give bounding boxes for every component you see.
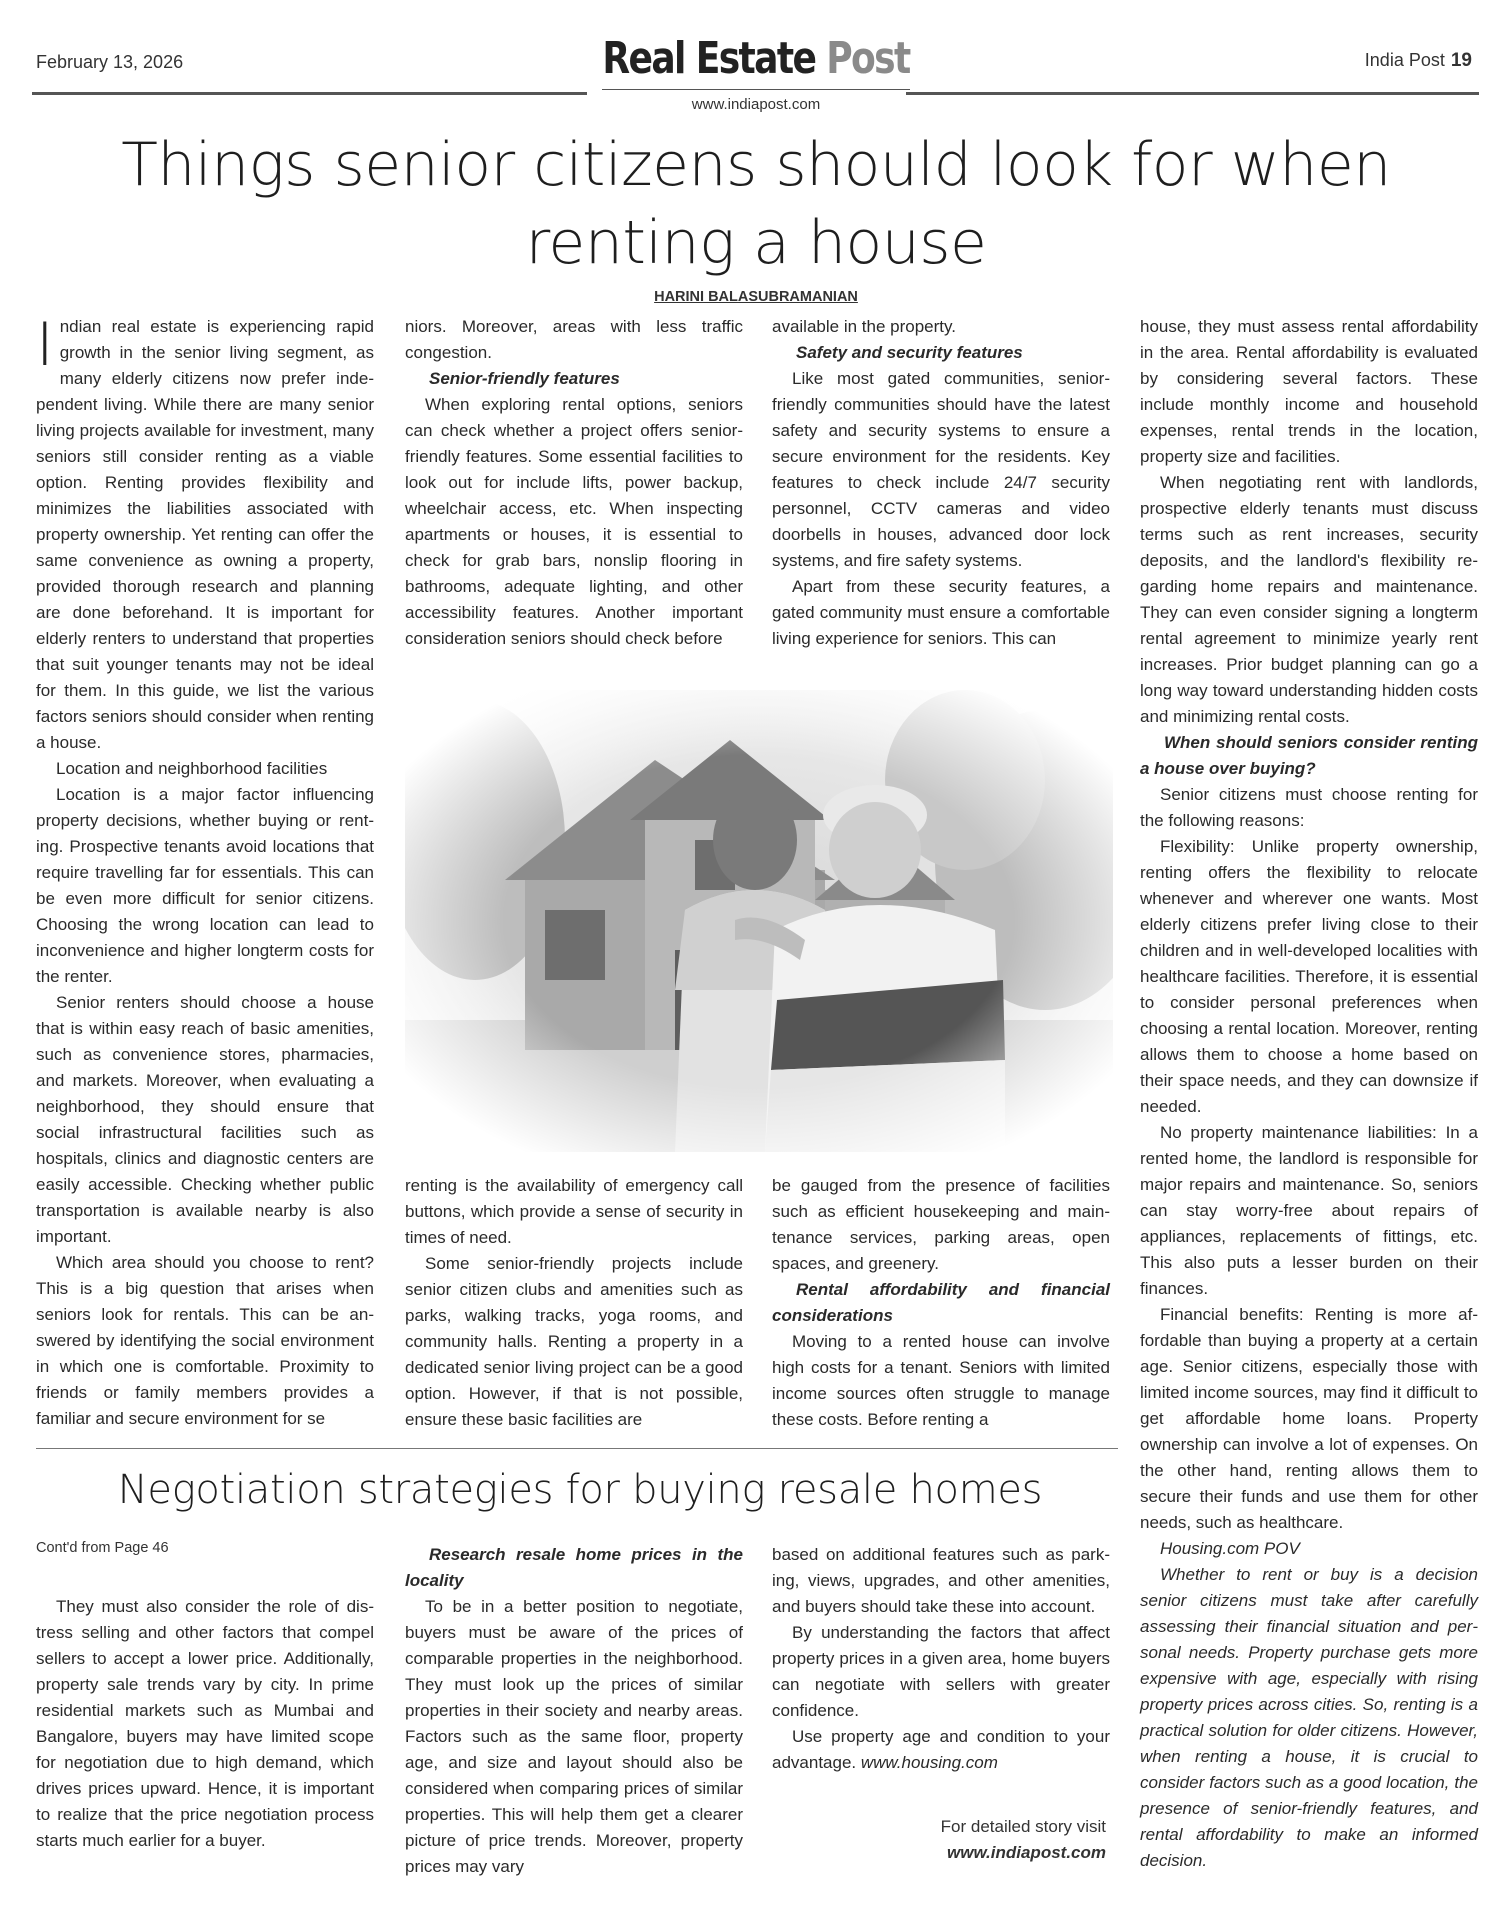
- article-column-1: [36, 310, 374, 1432]
- paragraph: be gauged from the presence of facilities such as efficient housekeeping and maintenance services, parking areas, open spaces, and greenery.: [772, 1176, 1110, 1273]
- dropcap: I: [36, 310, 54, 380]
- paragraph: renting is the availability of emergency call buttons, which provide a sense of security in times of need.: [405, 1176, 743, 1247]
- paragraph: When negotiating rent with landlords, prospective elderly tenants must discuss terms such as rent increases, security deposits, and the landlord's flexibility regarding home repairs and maintenance. They can even consider signing a longterm rental agreement to minimize yearly rent increases. Prior budget planning can go a long way toward understanding hidden costs and minimizing rental costs.: [1140, 473, 1478, 726]
- paragraph-text: Use property age and condition to your advantage.: [772, 1727, 1110, 1772]
- article2-column-2: [405, 1542, 743, 1880]
- section-divider: [36, 1448, 1118, 1449]
- paragraph: Whether to rent or buy is a decision senior citizens must take after carefully assessing their financial situation and personal needs. Property purchase gets more expensive with age, especially with rising property prices across cities. So, renting is a practical solution for older citizens. However, when renting a house, it is crucial to consider factors such as a good location, the presence of senior-friendly features, and rental affordability to make an informed decision.: [1140, 1565, 1478, 1870]
- paragraph: Flexibility: Unlike property ownership, renting offers the flexibility to relocate whenever and wherever one wants. Most elderly citizens prefer living close to their children and in well-developed localities with healthcare facilities. Therefore, it is essential to consider personal preferences when choosing a rental location. Moreover, renting allows them to choose a home based on their space needs, and they can downsize if needed.: [1140, 837, 1478, 1116]
- paragraph: house, they must assess rental affordability in the area. Rental affordability is evaluated by considering several factors. These include monthly income and household expenses, rental trends in the location, property size and facilities.: [1140, 317, 1478, 466]
- paragraph: They must also consider the role of distress selling and other factors that compel sellers to accept a lower price. Additionally, property sale trends vary by city. In prime residential markets such as Mumbai and Bangalore, buyers may have limited scope for negotiation due to high demand, which drives prices upward. Hence, it is important to realize that the price negotiation process starts much earlier for a buyer.: [36, 1597, 374, 1850]
- subheading: Safety and security features: [796, 343, 1023, 362]
- paragraph: Apart from these security features, a gated community must ensure a comfortable living experience for seniors. This can: [772, 577, 1110, 648]
- article2-column-1: [36, 1594, 374, 1854]
- article-column-4: [1140, 314, 1478, 1874]
- subheading: Research resale home prices in the locality: [405, 1545, 743, 1590]
- source-link[interactable]: www.housing.com: [860, 1753, 998, 1772]
- paragraph: When exploring rental options, seniors can check whether a project offers seniorfriendly features. Some essential facilities to look out for include lifts, power backup, wheelchair access, etc. When inspecting apartments or houses, it is essential to check for grab bars, nonslip flooring in bathrooms, adequate lighting, and other accessibility features. Another important consideration seniors should check before: [405, 395, 743, 648]
- article-column-3-top: [772, 314, 1110, 652]
- paragraph: based on additional features such as parking, views, upgrades, and other amenities, and buyers should take these into account.: [772, 1545, 1110, 1616]
- page-number: 19: [1450, 50, 1472, 71]
- masthead-underline: [602, 89, 910, 90]
- more-info: [772, 1814, 1106, 1866]
- masthead-main: Real Estate: [602, 33, 816, 84]
- more-text: For detailed story visit: [940, 1817, 1106, 1836]
- article-column-3-bottom: [772, 1173, 1110, 1433]
- paragraph: Like most gated communities, seniorfriendly communities should have the latest safety and security systems to ensure a secure environment for the residents. Key features to check include 24/7 security personnel, CCTV cameras and video doorbells in houses, advanced door lock systems, and fire safety systems.: [772, 369, 1110, 570]
- article-headline: Things senior citizens should look for when renting a house: [121, 130, 1391, 278]
- paragraph: niors. Moreover, areas with less traffic congestion.: [405, 317, 743, 362]
- paragraph: Location is a major factor influencing property decisions, whether buying or renting. Prospective tenants avoid locations that require travelling far for essentials. This can be even more difficult for senior citizens. Choosing the wrong location can lead to inconvenience and higher longterm costs for the renter.: [36, 785, 374, 986]
- masthead: [595, 30, 916, 88]
- subheading: When should seniors consider renting a house over buying?: [1140, 733, 1478, 778]
- subheading: Rental affordability and financial considerations: [772, 1280, 1110, 1325]
- photo-illustration: [405, 690, 1113, 1152]
- paragraph: Location and neighborhood facilities: [56, 759, 328, 778]
- header-rule-left: [32, 92, 587, 95]
- paragraph: Some senior-friendly projects include senior citizen clubs and amenities such as parks, walking tracks, yoga rooms, and community halls. Renting a property in a dedicated senior living project can be a good option. However, if that is not possible, ensure these basic facilities are: [405, 1254, 743, 1429]
- paragraph: Moving to a rented house can involve high costs for a tenant. Seniors with limited income sources often struggle to manage these costs. Before renting a: [772, 1332, 1110, 1429]
- masthead-accent: Post: [826, 33, 910, 84]
- paragraph: ndian real estate is experiencing rapid growth in the senior living segment, as many elderly citizens now prefer independent living. While there are many senior living projects available for investment, many seniors still consider renting as a viable option. Renting provides flexibility and minimizes the liabilities associated with property ownership. Yet renting can offer the same convenience as owning a property, provided thorough research and planning are done beforehand. It is important for elderly renters to understand that properties that suit younger tenants may not be ideal for them. In this guide, we list the various factors seniors should consider when renting a house.: [36, 317, 374, 752]
- paragraph: Which area should you choose to rent? This is a big question that arises when seniors look for rentals. This can be answered by identifying the social environment in which one is comfortable. Proximity to friends or family members provides a familiar and secure environment for se: [36, 1253, 374, 1428]
- article2-column-3: [772, 1542, 1110, 1776]
- paragraph: To be in a better position to negotiate, buyers must be aware of the prices of comparable properties in the neighborhood. They must look up the prices of similar properties in their society and nearby areas. Factors such as the same floor, property age, and size and layout should also be considered when comparing prices of similar properties. This will help them get a clearer picture of price trends. Moreover, property prices may vary: [405, 1597, 743, 1876]
- article-column-2-bottom: [405, 1173, 743, 1433]
- publication-name: India Post: [1364, 50, 1445, 70]
- paragraph: Senior citizens must choose renting for the following reasons:: [1140, 785, 1478, 830]
- article-column-2-top: [405, 314, 743, 652]
- subheading: Housing.com POV: [1160, 1539, 1300, 1558]
- paragraph: By understanding the factors that affect property prices in a given area, home buyers can negotiate with sellers with greater confidence.: [772, 1623, 1110, 1720]
- paragraph: Senior renters should choose a house that is within easy reach of basic amenities, such as convenience stores, pharmacies, and markets. Moreover, when evaluating a neighborhood, they should ensure that social infrastructural facilities such as hospitals, clinics and diagnostic centers are easily accessible. Checking whether public transportation is available nearby is also important.: [36, 993, 374, 1246]
- issue-date: February 13, 2026: [36, 52, 184, 72]
- article-photo: [405, 690, 1113, 1152]
- header-rule-right: [906, 92, 1479, 95]
- paragraph: available in the property.: [772, 317, 956, 336]
- paragraph: Financial benefits: Renting is more affordable than buying a property at a certain age. Senior citizens, especially those with limited income sources, may find it difficult to get affordable home loans. Property ownership can involve a lot of expenses. On the other hand, renting allows them to secure their funds and use them for other needs, such as healthcare.: [1140, 1305, 1478, 1532]
- paragraph: [772, 1724, 1110, 1776]
- website-link[interactable]: www.indiapost.com: [691, 96, 821, 113]
- continued-note: Cont'd from Page 46: [36, 1540, 169, 1556]
- article2-headline: Negotiation strategies for buying resale homes: [117, 1467, 1043, 1513]
- article-byline: HARINI BALASUBRAMANIAN: [654, 289, 858, 305]
- publication-info: [1365, 50, 1472, 72]
- more-link[interactable]: www.indiapost.com: [947, 1843, 1106, 1862]
- subheading: Senior-friendly features: [429, 369, 620, 388]
- paragraph: No property maintenance liabilities: In a rented home, the landlord is responsible for major repairs and maintenance. So, seniors can stay worry-free about repairs of appliances, replacements of fittings, etc. This also puts a lesser burden on their finances.: [1140, 1123, 1478, 1298]
